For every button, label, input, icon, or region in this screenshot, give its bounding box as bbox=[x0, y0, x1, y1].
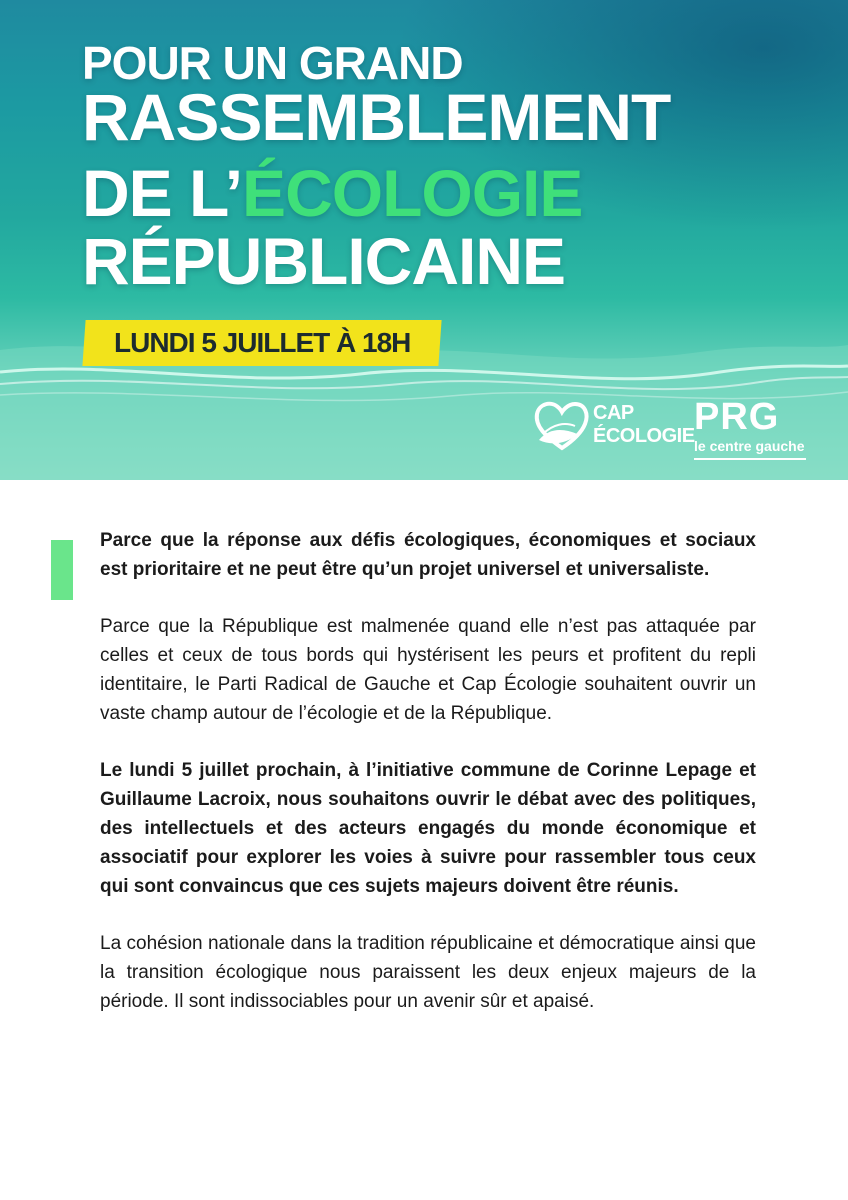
cap-word: CAP bbox=[593, 402, 634, 424]
paragraph-1: Parce que la réponse aux défis écologiques, économiques et sociaux est prioritaire et ne peut être qu’un projet universel et universaliste. bbox=[100, 530, 756, 580]
cap-ecologie-wordmark bbox=[593, 402, 695, 448]
headline-line-1: POUR UN GRAND bbox=[82, 37, 463, 89]
event-date-text: LUNDI 5 JUILLET À 18H bbox=[113, 327, 411, 358]
ecologie-word: ÉCOLOGIE bbox=[593, 425, 695, 447]
prg-tagline: le centre gauche bbox=[694, 438, 805, 454]
paragraph-3: Le lundi 5 juillet prochain, à l’initiative commune de Corinne Lepage et Guillaume Lacroix, nous souhaitons ouvrir le débat avec des politiques, des intellectuels et des acteurs engagés du monde économique et associatif pour explorer les voies à suivre pour rassembler tous ceux qui sont convaincus que ces sujets majeurs doivent être réunis. bbox=[100, 760, 756, 897]
headline-line-2: RASSEMBLEMENT bbox=[82, 80, 671, 154]
event-date-badge bbox=[82, 320, 441, 366]
body-text bbox=[100, 526, 756, 1044]
heart-leaf-icon bbox=[533, 398, 591, 454]
cap-ecologie-logo bbox=[533, 398, 695, 458]
paragraph-4: La cohésion nationale dans la tradition républicaine et démocratique ainsi que la transition écologique nous paraissent les deux enjeux majeurs de la période. Il sont indissociables pour un avenir sûr et apaisé. bbox=[100, 933, 756, 1012]
headline-de-l: DE L’ bbox=[82, 156, 243, 230]
prg-underline bbox=[694, 458, 806, 460]
paragraph-2: Parce que la République est malmenée quand elle n’est pas attaquée par celles et ceux de tous bords qui hystérisent les peurs et profitent du repli identitaire, le Parti Radical de Gauche et Cap Écologie souhaitent ouvrir un vaste champ autour de l’écologie et de la République. bbox=[100, 616, 756, 724]
prg-logo bbox=[694, 398, 814, 460]
headline-ecologie: ÉCOLOGIE bbox=[242, 156, 583, 230]
prg-wordmark: PRG bbox=[694, 396, 780, 438]
accent-bar bbox=[51, 540, 73, 600]
headline-line-4: RÉPUBLICAINE bbox=[82, 224, 566, 298]
hero-banner bbox=[0, 0, 848, 480]
headline-line-3 bbox=[82, 156, 583, 230]
